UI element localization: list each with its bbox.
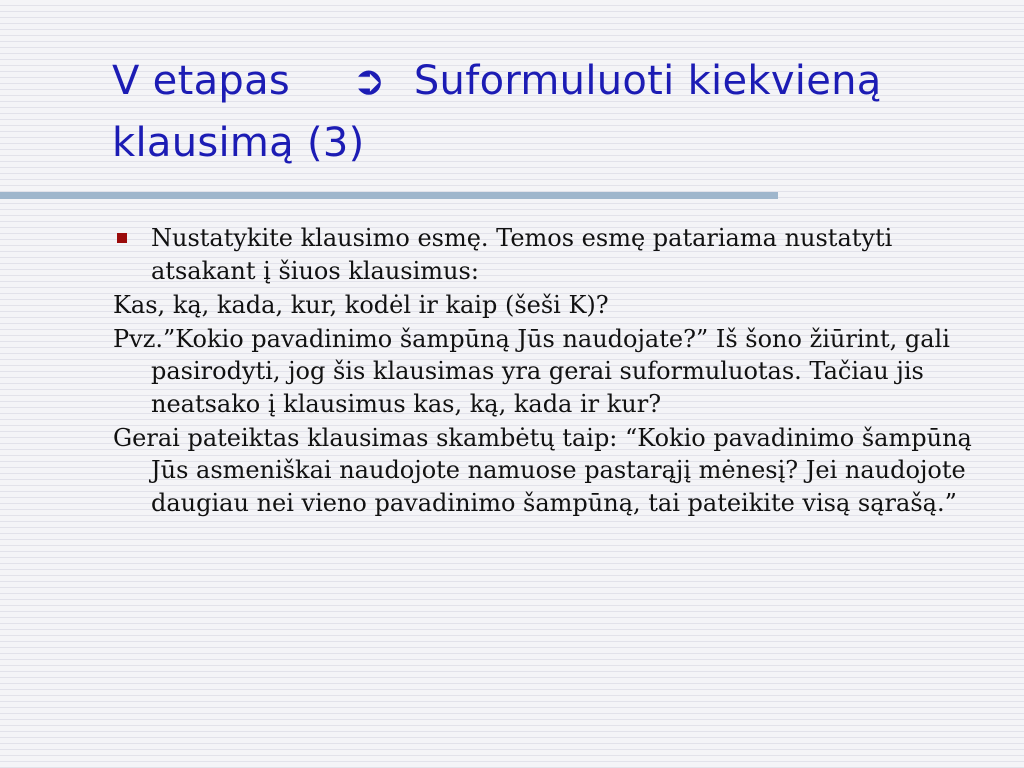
slide-body bbox=[113, 222, 993, 521]
paragraph-six-k-question: Kas, ką, kada, kur, kodėl ir kaip (šeši K)? bbox=[113, 290, 609, 319]
paragraph-example: Pvz.”Kokio pavadinimo šampūną Jūs naudojate?” Iš šono žiūrint, gali pasirodyti, jog šis klausimas yra gerai suformuluotas. Tačiau jis neatsako į klausimus kas, ką, kada ir kur? bbox=[113, 324, 950, 418]
bullet-item bbox=[113, 222, 993, 287]
arrow-right-icon: ➲ bbox=[352, 58, 386, 104]
paragraph-good-question: Gerai pateiktas klausimas skambėtų taip: “Kokio pavadinimo šampūną Jūs asmeniškai naudojote namuose pastarąjį mėnesį? Jei naudojote daugiau nei vieno pavadinimo šampūną, tai pateikite visą sąrašą.” bbox=[113, 423, 972, 517]
title-part-1: V etapas bbox=[112, 58, 291, 104]
title-part-2: Suformuluoti kiekvieną klausimą (3) bbox=[112, 58, 882, 166]
slide-title bbox=[112, 50, 1012, 174]
square-bullet-icon bbox=[117, 233, 127, 243]
bullet-item-text: Nustatykite klausimo esmę. Temos esmę patariama nustatyti atsakant į šiuos klausimus: bbox=[151, 224, 893, 285]
title-divider bbox=[0, 192, 778, 199]
